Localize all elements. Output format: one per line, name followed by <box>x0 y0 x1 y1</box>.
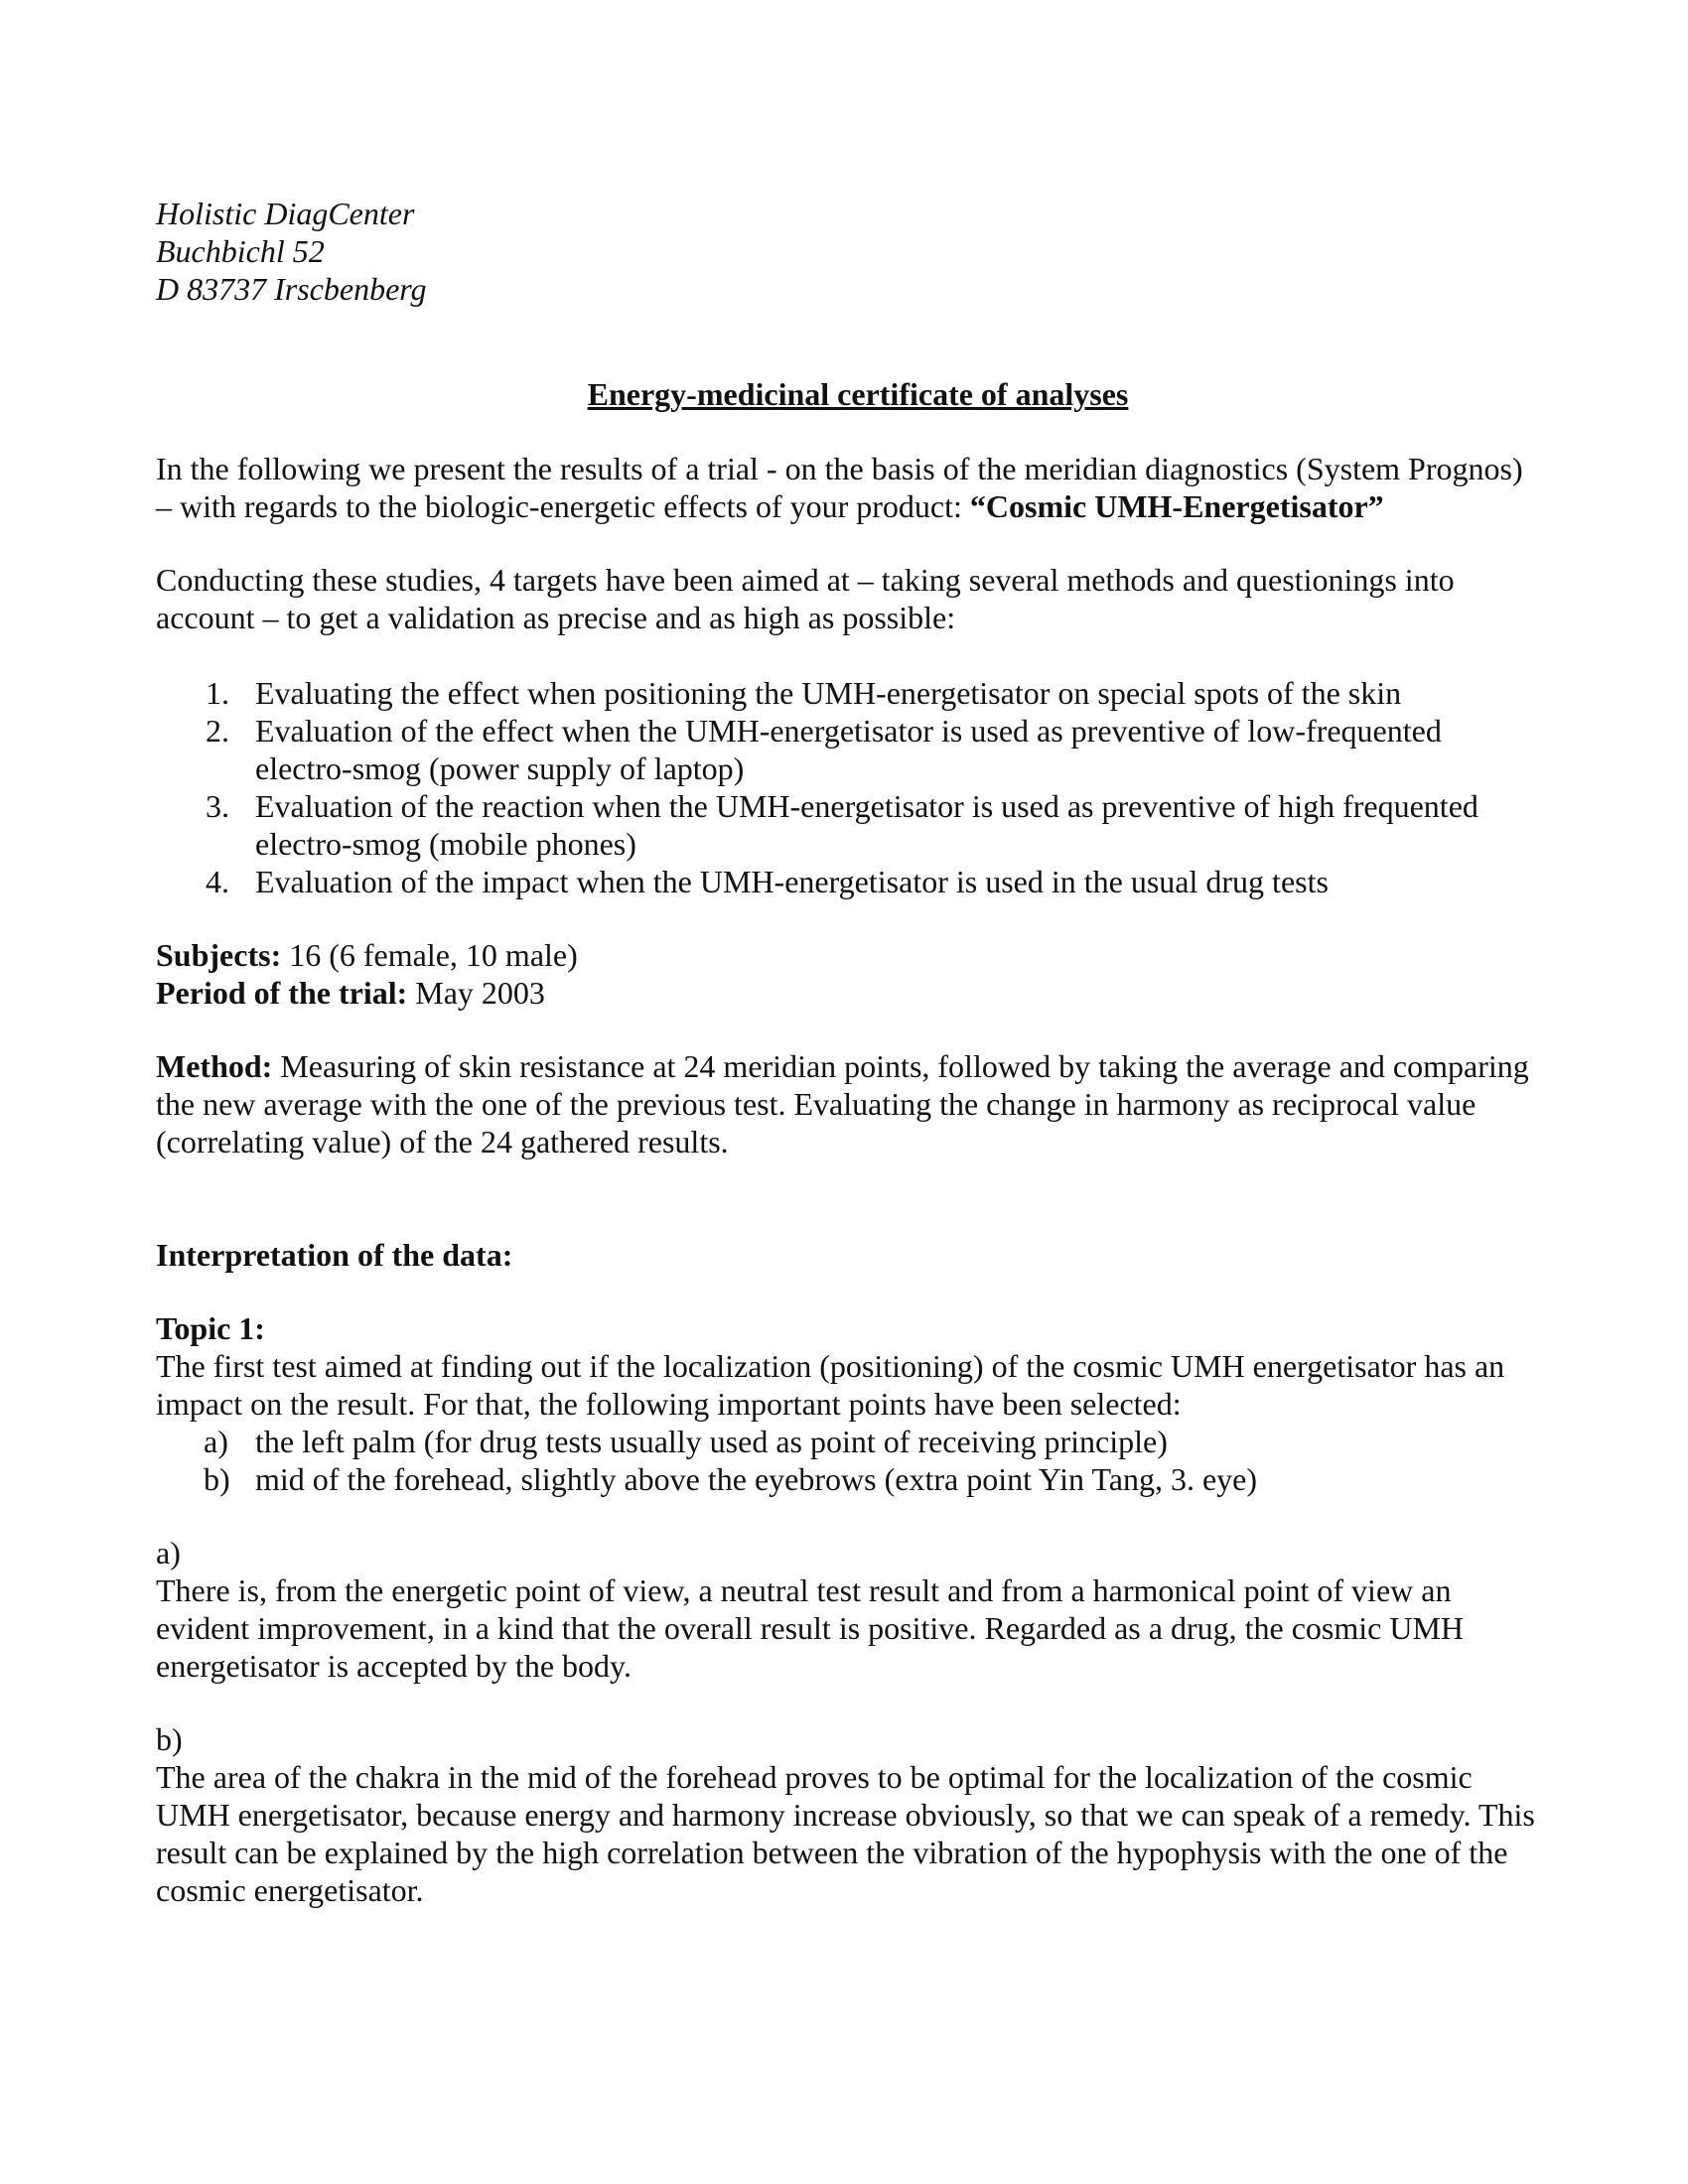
document-page <box>156 195 1546 1909</box>
list-item-text: the left palm (for drug tests usually used as point of receiving principle) <box>255 1424 1168 1459</box>
list-item-number: 4. <box>206 864 229 899</box>
intro-text: In the following we present the results of a trial - on the basis of the meridian diagnostics (System Prognos) – with regards to the biologic-energetic effects of your product: <box>156 451 1523 524</box>
product-name: “Cosmic UMH-Energetisator” <box>969 488 1384 524</box>
method-paragraph <box>156 1047 1546 1160</box>
targets-intro: Conducting these studies, 4 targets have been aimed at – taking several methods and questionings into account – to get a validation as precise and as high as possible: <box>156 562 1455 635</box>
list-item-number: 1. <box>206 675 229 711</box>
list-item <box>156 674 1546 712</box>
section-b-label: b) <box>156 1721 183 1757</box>
list-item-text: Evaluation of the effect when the UMH-energetisator is used as preventive of low-frequented electro-smog (power supply of laptop) <box>255 713 1442 786</box>
address-line-2: Buchbichl 52 <box>156 233 325 269</box>
topic1-points <box>156 1423 1546 1498</box>
list-item-text: Evaluating the effect when positioning the UMH-energetisator on special spots of the skin <box>255 675 1402 711</box>
subjects-value: 16 (6 female, 10 male) <box>281 937 578 973</box>
list-item-number: 2. <box>206 713 229 749</box>
interpretation-heading: Interpretation of the data: <box>156 1237 513 1273</box>
section-a-text: There is, from the energetic point of view, a neutral test result and from a harmonical point of view an evident improvement, in a kind that the overall result is positive. Regarded as a drug, the cosmic UMH energetisator is accepted by the body. <box>156 1572 1465 1684</box>
intro-paragraph <box>156 450 1546 525</box>
topic1-heading: Topic 1: <box>156 1310 265 1346</box>
list-item-text: Evaluation of the impact when the UMH-energetisator is used in the usual drug tests <box>255 864 1329 899</box>
list-item-text: mid of the forehead, slightly above the eyebrows (extra point Yin Tang, 3. eye) <box>255 1461 1258 1497</box>
list-item <box>156 1460 1546 1498</box>
list-item-letter: b) <box>204 1461 230 1497</box>
method-text: Measuring of skin resistance at 24 meridian points, followed by taking the average and comparing the new average with the one of the previous test. Evaluating the change in harmony as reciprocal value (correlating value) of the 24 gathered results. <box>156 1048 1529 1160</box>
list-item <box>156 787 1546 863</box>
period-label: Period of the trial: <box>156 975 408 1011</box>
list-item <box>156 712 1546 787</box>
address-line-1: Holistic DiagCenter <box>156 196 415 231</box>
list-item <box>156 863 1546 900</box>
section-a-label: a) <box>156 1535 181 1570</box>
list-item <box>156 1423 1546 1460</box>
method-label: Method: <box>156 1048 273 1084</box>
targets-list <box>156 674 1546 900</box>
document-title: Energy-medicinal certificate of analyses <box>587 376 1129 412</box>
list-item-number: 3. <box>206 788 229 824</box>
sender-address <box>156 195 1546 308</box>
section-b-text: The area of the chakra in the mid of the forehead proves to be optimal for the localization of the cosmic UMH energetisator, because energy and harmony increase obviously, so that we can speak of a remedy. This result can be explained by the high correlation between the vibration of the hypophysis with the one of the cosmic energetisator. <box>156 1759 1535 1908</box>
list-item-letter: a) <box>204 1424 228 1459</box>
period-value: May 2003 <box>407 975 545 1011</box>
subjects-line <box>156 936 1546 974</box>
period-line <box>156 974 1546 1012</box>
topic1-text: The first test aimed at finding out if the localization (positioning) of the cosmic UMH energetisator has an impact on the result. For that, the following important points have been selected: <box>156 1348 1505 1422</box>
address-line-3: D 83737 Irscbenberg <box>156 271 427 307</box>
list-item-text: Evaluation of the reaction when the UMH-energetisator is used as preventive of high frequented electro-smog (mobile phones) <box>255 788 1478 862</box>
subjects-label: Subjects: <box>156 937 282 973</box>
